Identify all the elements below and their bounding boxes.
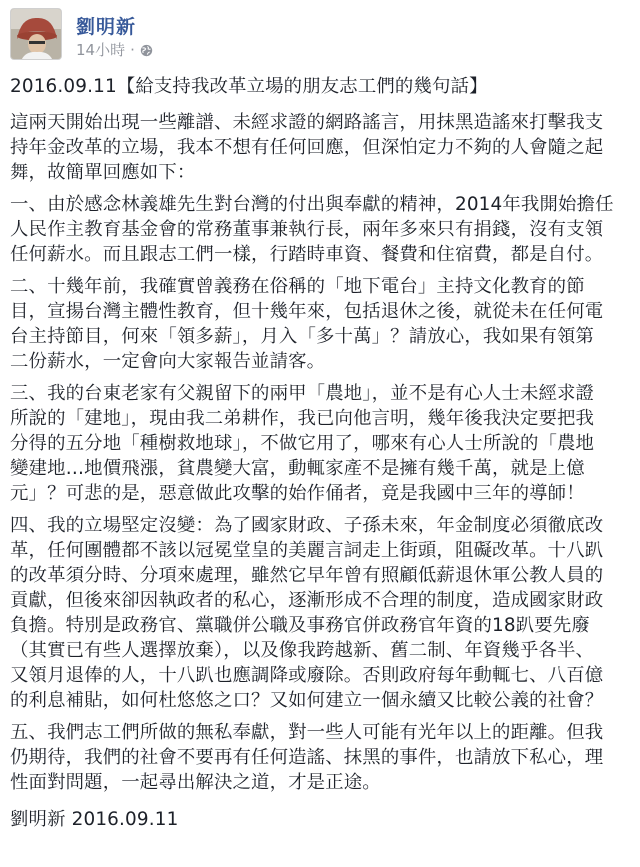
text-line: 二、十幾年前，我確實曾義務在俗稱的「地下電台」主持文化教育的節 [10, 276, 585, 297]
paragraph-two [10, 274, 632, 374]
text-line: 這兩天開始出現一些離譜、未經求證的網路謠言，用抹黑造謠來打擊我支 [10, 112, 604, 133]
text-line: 所說的「建地」，現由我二弟耕作，我已向他言明，幾年後我決定要把我 [10, 408, 595, 429]
post-title: 2016.09.11【給支持我改革立場的朋友志工們的幾句話】 [10, 76, 488, 97]
text-line: 五、我們志工們所做的無私奉獻，對一些人可能有光年以上的距離。但我 [10, 722, 604, 743]
paragraph-intro [10, 110, 632, 185]
text-line: 仍期待，我們的社會不要再有任何造謠、抹黑的事件，也請放下私心，理 [10, 747, 604, 768]
timestamp[interactable]: 14小時 [76, 41, 126, 59]
paragraph-four [10, 513, 632, 713]
post-meta [76, 39, 153, 60]
text-line: 分得的五分地「種樹救地球」，不做它用了，哪來有心人士所說的「農地 [10, 433, 595, 454]
globe-icon[interactable] [140, 44, 153, 57]
text-line: 目，宣揚台灣主體性教育，但十幾年來，包括退休之後，就從未在任何電 [10, 301, 604, 322]
text-line: 四、我的立場堅定沒變：為了國家財政、子孫未來，年金制度必須徹底改 [10, 515, 604, 536]
text-line: 性面對問題，一起尋出解決之道，才是正途。 [10, 772, 381, 793]
text-line: 舞，故簡單回應如下： [10, 162, 196, 183]
text-line: 變建地…地價飛漲，貧農變大富，動輒家產不是擁有幾千萬，就是上億 [10, 458, 585, 479]
text-line: 負擔。特別是政務官、黨職併公職及事務官併政務官年資的18趴要先廢 [10, 615, 590, 636]
text-line: 三、我的台東老家有父親留下的兩甲「農地」，並不是有心人士未經求證 [10, 383, 595, 404]
author-name[interactable]: 劉明新 [76, 16, 137, 38]
text-line: 任何薪水。而且跟志工們一樣，行踏時車資、餐費和住宿費，都是自付。 [10, 244, 604, 265]
separator-dot: · [130, 40, 135, 59]
paragraph-one [10, 192, 632, 267]
signature: 劉明新 2016.09.11 [10, 809, 179, 830]
text-line: 又領月退俸的人，十八趴也應調降或廢除。否則政府每年動輒七、八百億 [10, 665, 604, 686]
text-line: 的改革須分時、分項來處理，雖然它早年曾有照顧低薪退休軍公教人員的 [10, 565, 604, 586]
text-line: 貢獻，但後來卻因執政者的私心，逐漸形成不合理的制度，造成國家財政 [10, 590, 604, 611]
text-line: 一、由於感念林義雄先生對台灣的付出與奉獻的精神，2014年我開始擔任 [10, 194, 614, 215]
text-line: 元」？可悲的是，惡意做此攻擊的始作俑者，竟是我國中三年的導師！ [10, 483, 585, 504]
post-content [10, 73, 632, 832]
text-line: 的利息補貼，如何杜悠悠之口？又如何建立一個永續又比較公義的社會？ [10, 690, 604, 711]
text-line: 持年金改革的立場，我本不想有任何回應，但深怕定力不夠的人會隨之起 [10, 137, 604, 158]
text-line: 台主持節目，何來「領多薪」，月入「多十萬」？請放心，我如果有領第 [10, 326, 595, 347]
text-line: 革，任何團體都不該以冠冕堂皇的美麗言詞走上街頭，阻礙改革。十八趴 [10, 540, 604, 561]
paragraph-three [10, 381, 632, 506]
text-line: 二份薪水，一定會向大家報告並請客。 [10, 351, 326, 372]
paragraph-five [10, 720, 632, 795]
text-line: （其實已有些人選擇放棄），以及像我跨越新、舊二制、年資幾乎各半、 [10, 640, 595, 661]
profile-photo [11, 9, 62, 60]
avatar[interactable] [10, 8, 62, 60]
text-line: 人民作主教育基金會的常務董事兼執行長，兩年多來只有捐錢，沒有支領 [10, 219, 604, 240]
